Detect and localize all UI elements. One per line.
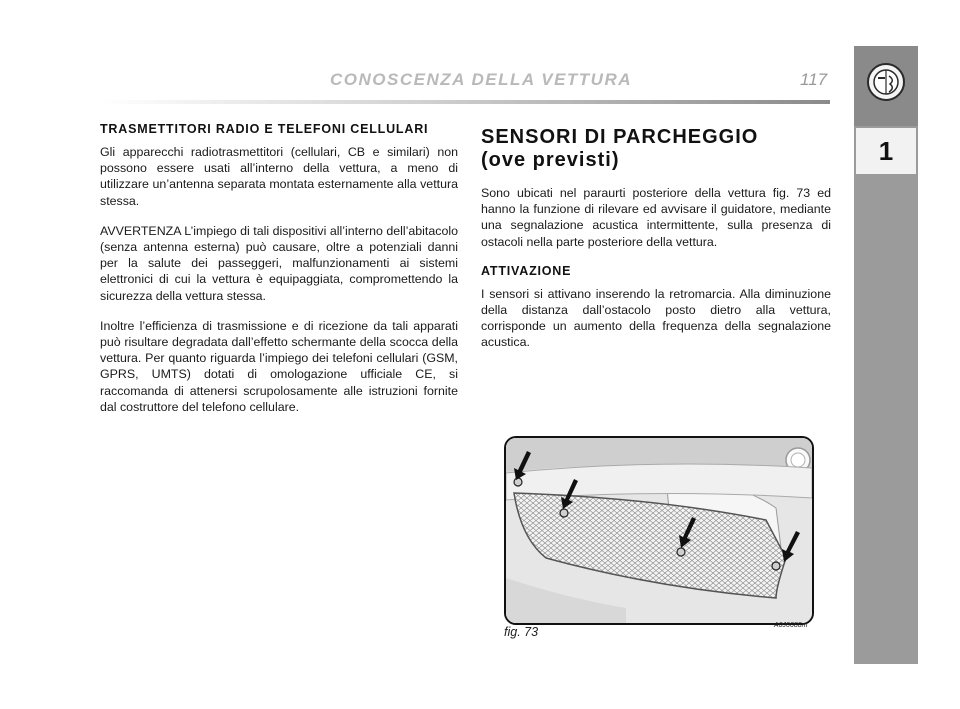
- paragraph: Inoltre l’efficienza di trasmissione e di ricezione da tali apparati può risultare degradata dall’effetto schermante della scocca della vettura. Per quanto riguarda l’impiego dei telefoni cellulari (GSM, GPRS, UMTS) dotati di omologazione ufficiale CE, si raccomanda di attenersi scrupolosamente alle istruzioni fornite dal costruttore del telefono cellulare.: [100, 318, 458, 414]
- left-column: [100, 122, 458, 429]
- brand-logo-panel: [854, 46, 918, 126]
- chapter-number: 1: [856, 128, 916, 174]
- heading-line: (ove previsti): [481, 149, 620, 171]
- alfa-romeo-logo-icon: [866, 62, 906, 102]
- right-column: [481, 122, 831, 365]
- chapter-side-tab: [854, 46, 918, 664]
- warning-paragraph: AVVERTENZA L’impiego di tali dispositivi all’interno dell’abitacolo (senza antenna esterna) può causare, oltre a potenziali danni per la salute dei passeggeri, malfunzionamenti ai sistemi elettronici di cui la vettura è equipaggiata, compromettendo la sicurezza della vettura stessa.: [100, 223, 458, 303]
- paragraph: Gli apparecchi radiotrasmettitori (cellulari, CB e similari) non possono essere usati all’interno della vettura, a meno di utilizzare un’antenna separata montata esternamente alla vettura stessa.: [100, 145, 458, 208]
- paragraph: Sono ubicati nel paraurti posteriore della vettura fig. 73 ed hanno la funzione di rilevare ed avvisare il guidatore, mediante una segnalazione acustica intermittente, sulla presenza di ostacoli nella parte posteriore della vettura.: [481, 186, 831, 249]
- header-rule: [100, 100, 830, 104]
- figure-code: A0J0088m: [774, 622, 808, 629]
- rear-bumper-illustration: [506, 438, 812, 623]
- figure-rear-bumper-sensors: [504, 436, 814, 625]
- section-heading-radio: TRASMETTITORI RADIO E TELEFONI CELLULARI: [100, 122, 429, 136]
- paragraph: I sensori si attivano inserendo la retromarcia. Alla diminuzione della distanza dall’ostacolo posto dietro alla vettura, corrisponde un aumento della frequenza della segnalazione acustica.: [481, 286, 831, 350]
- page-number: 117: [800, 70, 828, 89]
- figure-caption: fig. 73: [504, 625, 539, 639]
- heading-line: SENSORI DI PARCHEGGIO: [481, 126, 759, 148]
- section-heading-parking-sensors: [481, 126, 831, 172]
- running-header-title: CONOSCENZA DELLA VETTURA: [330, 70, 633, 89]
- subheading-activation: ATTIVAZIONE: [481, 263, 572, 278]
